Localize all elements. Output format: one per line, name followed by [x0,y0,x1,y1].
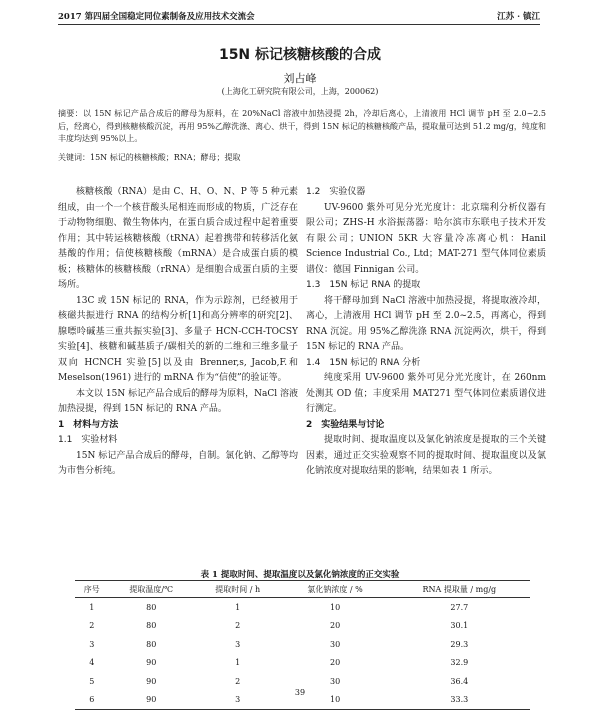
paragraph: 纯度采用 UV-9600 紫外可见分光光度计，在 260nm 处测其 OD 值；丰度采用 MAT271 型气体同位素质谱仪进行测定。 [306,373,546,414]
table-cell: 90 [109,691,194,710]
paragraph: UV-9600 紫外可见分光光度计：北京瑞利分析仪器有限公司；ZHS-H 水浴振荡器：哈尔滨市东联电子技术开发有限公司；UNION 5KR 大容量冷冻离心机：Hanil Science Industrial Co., Ltd；MAT-271 型气体同位素质谱仪：德国 Finnigan 公司。 [306,202,546,275]
paragraph: 本文以 15N 标记产品合成后的酵母为原料，NaCl 溶液加热浸提，得到 15N 标记的 RNA 产品。 [58,388,298,414]
paragraph: 将干酵母加到 NaCl 溶液中加热浸提，将提取液冷却，离心，上清液用 HCl 调节 pH 至 2.0~2.5，再离心，得到 RNA 沉淀。用 95%乙醇洗涤 RNA 沉淀两次，烘干，得到 15N 标记的 RNA 产品。 [306,295,546,352]
table-cell: 90 [146,658,157,668]
table-header-cell: 提取时间 / h [194,581,282,598]
table-header-cell: RNA 提取量 / mg/g [389,581,530,598]
header-conference: 2017 第四届全国稳定同位素制备及应用技术交流会 [58,12,255,22]
table-cell: 20 [329,621,341,631]
page-number: 39 [294,688,306,697]
paragraph: 提取时间、提取温度以及氯化钠浓度是提取的三个关键因素，通过正交实验观察不同的提取时间、提取温度以及氯化钠浓度对提取结果的影响，结果如表 1 所示。 [306,435,546,476]
table-header-cell: 提取温度/℃ [109,581,194,598]
table-cell: 36.4 [450,676,469,686]
table-cell: 80 [146,602,157,612]
affiliation: (上海化工研究院有限公司，上海，200062) [221,87,379,96]
table-cell: 2 [235,676,241,686]
table-cell: 33.3 [389,691,530,710]
table-row [75,617,530,636]
paragraph: 核糖核酸（RNA）是由 C、H、O、N、P 等 5 种元素组成，由一个一个核苷酸头尾相连而形成的物质，广泛存在于动物物细胞、微生物体内，在蛋白质合成过程中起着重要作用；其中转运核糖核酸（tRNA）起着携带和转移活化氨基酸的作用；信使核糖核酸（mRNA）是合成蛋白质的模板；核糖体的核糖核酸（rRNA）是细胞合成蛋白质的主要场所。 [58,187,298,290]
table-cell: 80 [146,639,157,649]
left-column [58,185,298,480]
table-header-cell: 序号 [75,581,109,598]
table-cell: 6 [75,691,109,710]
paragraph: 13C 或 15N 标记的 RNA，作为示踪剂，已经被用于核磁共振进行 RNA 的结构分析[1]和高分辨率的研究[2]、腺嘌呤碱基三重共振实验[3]、多量子 HCN-CCH-TOCSY 实验[4]、核糖和碱基质子/碳相关的新的二维和三维多量子双向 HCNCH 实验[5]以及由 Brenner,s, Jacob,F.和 Meselson(1961) 进行的 mRNA 作为“信使”的验证等。 [58,295,298,383]
table-cell: 30 [329,676,341,686]
table-cell: 1 [235,602,241,612]
table-cell: 30 [329,639,341,649]
table-cell: 1 [235,658,241,668]
table-cell: 3 [89,639,95,649]
table-cell: 4 [89,658,95,668]
section-heading: 1.2 实验仪器 [306,187,366,197]
keywords: 关键词：15N 标记的核糖核酸；RNA；酵母；提取 [58,153,241,162]
table-cell: 3 [194,691,282,710]
table-cell: 10 [282,691,389,710]
table-cell: 2 [235,621,241,631]
header-location: 江苏 · 镇江 [497,12,540,22]
table-cell: 1 [89,602,95,612]
table-caption: 表 1 提取时间、提取温度以及氯化钠浓度的正交实验 [200,570,400,580]
table-cell: 3 [235,639,241,649]
section-heading: 1 材料与方法 [58,419,119,430]
table-header-cell: 氯化钠浓度 / % [282,581,389,598]
table-header-row [75,581,530,598]
running-header [58,8,540,25]
table-cell: 29.3 [450,639,469,649]
table-row [75,635,530,654]
paper-title: 15N 标记核糖核酸的合成 [218,47,382,63]
section-heading: 1.1 实验材料 [58,435,118,445]
table-cell: 30.1 [450,621,469,631]
table-cell: 5 [89,676,95,686]
section-heading: 1.4 15N 标记的 RNA 分析 [306,357,421,368]
author: 刘占峰 [283,72,317,85]
table-row [75,654,530,673]
table-cell: 20 [329,658,341,668]
abstract: 摘要：以 15N 标记产品合成后的酵母为原料，在 20%NaCl 溶液中加热浸提 2h，冷却后离心，上清液用 HCl 调节 pH 至 2.0~2.5 后，经离心，得到核糖核酸沉淀，再用 95%乙醇洗涤、离心、烘干，得到 15N 标记的核糖核酸产品，提取量可达到 51.2 mg/g，纯度和丰度均达到 95%以上。 [58,109,546,143]
table-cell: 90 [146,676,157,686]
table-row [75,598,530,617]
right-column [306,185,546,480]
table-cell: 27.7 [450,602,469,612]
table-cell: 80 [146,621,157,631]
table-cell: 32.9 [450,658,469,668]
section-heading: 2 实验结果与讨论 [306,419,385,430]
table-cell: 10 [329,602,341,612]
paragraph: 15N 标记产品合成后的酵母，自制。氯化钠、乙醇等均为市售分析纯。 [58,450,298,476]
table-cell: 2 [89,621,95,631]
section-heading: 1.3 15N 标记 RNA 的提取 [306,280,421,290]
